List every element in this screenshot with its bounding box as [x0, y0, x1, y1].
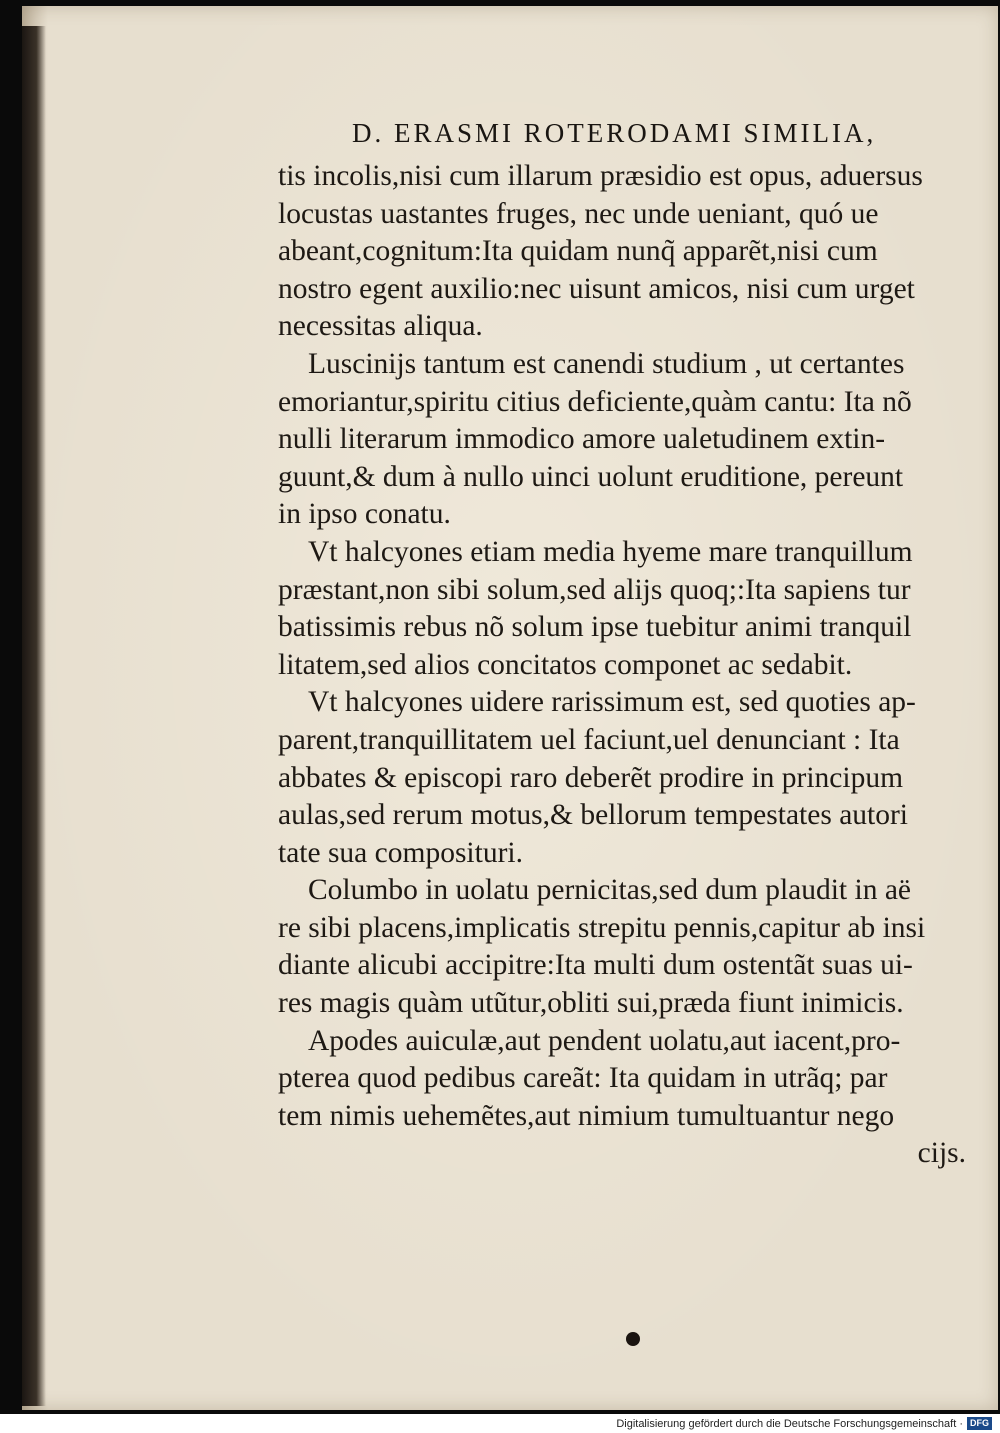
text-line: tis incolis,nisi cum illarum præsidio est opus, aduersus — [278, 160, 923, 192]
text-line: præstant,non sibi solum,sed alijs quoq;:Ita sapiens tur — [278, 573, 911, 606]
text-line: abeant,cognitum:Ita quidam nunq̃ apparẽt,nisi cum — [278, 235, 878, 268]
text-line: tem nimis uehemẽtes,aut nimium tumultuantur nego — [278, 1099, 895, 1132]
text-line: litatem,sed alios concitatos componet ac sedabit. — [278, 648, 853, 681]
text-line: diante alicubi accipitre:Ita multi dum ostentãt suas ui- — [278, 949, 913, 982]
text-line: Columbo in uolatu pernicitas,sed dum plaudit in aë — [308, 874, 912, 907]
text-line: necessitas aliqua. — [278, 310, 483, 343]
text-line: Vt halcyones etiam media hyeme mare tranquillum — [308, 535, 913, 568]
text-line: res magis quàm utũtur,obliti sui,præda fiunt inimicis. — [278, 987, 904, 1020]
text-line: re sibi placens,implicatis strepitu pennis,capitur ab insi — [278, 911, 926, 944]
page-spine-shadow — [22, 26, 46, 1406]
book-page — [22, 6, 998, 1410]
text-line: nostro egent auxilio:nec uisunt amicos, nisi cum urget — [278, 272, 915, 305]
text-line: aulas,sed rerum motus,& bellorum tempestates autori — [278, 799, 909, 832]
digitization-footer — [0, 1414, 1000, 1433]
running-head: D. ERASMI ROTERODAMI SIMILIA, — [352, 118, 877, 148]
dfg-logo-icon: DFG — [967, 1417, 992, 1430]
text-line: pterea quod pedibus careãt: Ita quidam in utrãq; par — [278, 1062, 888, 1095]
text-line: in ipso conatu. — [278, 498, 451, 531]
text-line: guunt,& dum à nullo uinci uolunt eruditione, pereunt — [278, 460, 904, 493]
text-block — [278, 158, 978, 1173]
text-line: abbates & episcopi raro deberẽt prodire in principum — [278, 761, 904, 794]
ornament-dot — [626, 1332, 640, 1346]
text-line: parent,tranquillitatem uel faciunt,uel denunciant : Ita — [278, 723, 900, 756]
catchword: cijs. — [917, 1137, 966, 1170]
text-line: Luscinijs tantum est canendi studium , ut certantes — [308, 347, 905, 380]
text-line: nulli literarum immodico amore ualetudinem extin- — [278, 423, 886, 456]
text-line: emoriantur,spiritu citius deficiente,quàm cantu: Ita nõ — [278, 385, 912, 418]
text-line: Vt halcyones uidere rarissimum est, sed quoties ap- — [308, 686, 916, 719]
text-line: batissimis rebus nõ solum ipse tuebitur animi tranquil — [278, 611, 912, 644]
text-line: tate sua composituri. — [278, 836, 523, 869]
text-line: locustas uastantes fruges, nec unde ueniant, quó ue — [278, 197, 879, 230]
footer-credit-text: Digitalisierung gefördert durch die Deutsche Forschungsgemeinschaft · — [616, 1417, 963, 1430]
text-line: Apodes auiculæ,aut pendent uolatu,aut iacent,pro- — [308, 1024, 901, 1057]
